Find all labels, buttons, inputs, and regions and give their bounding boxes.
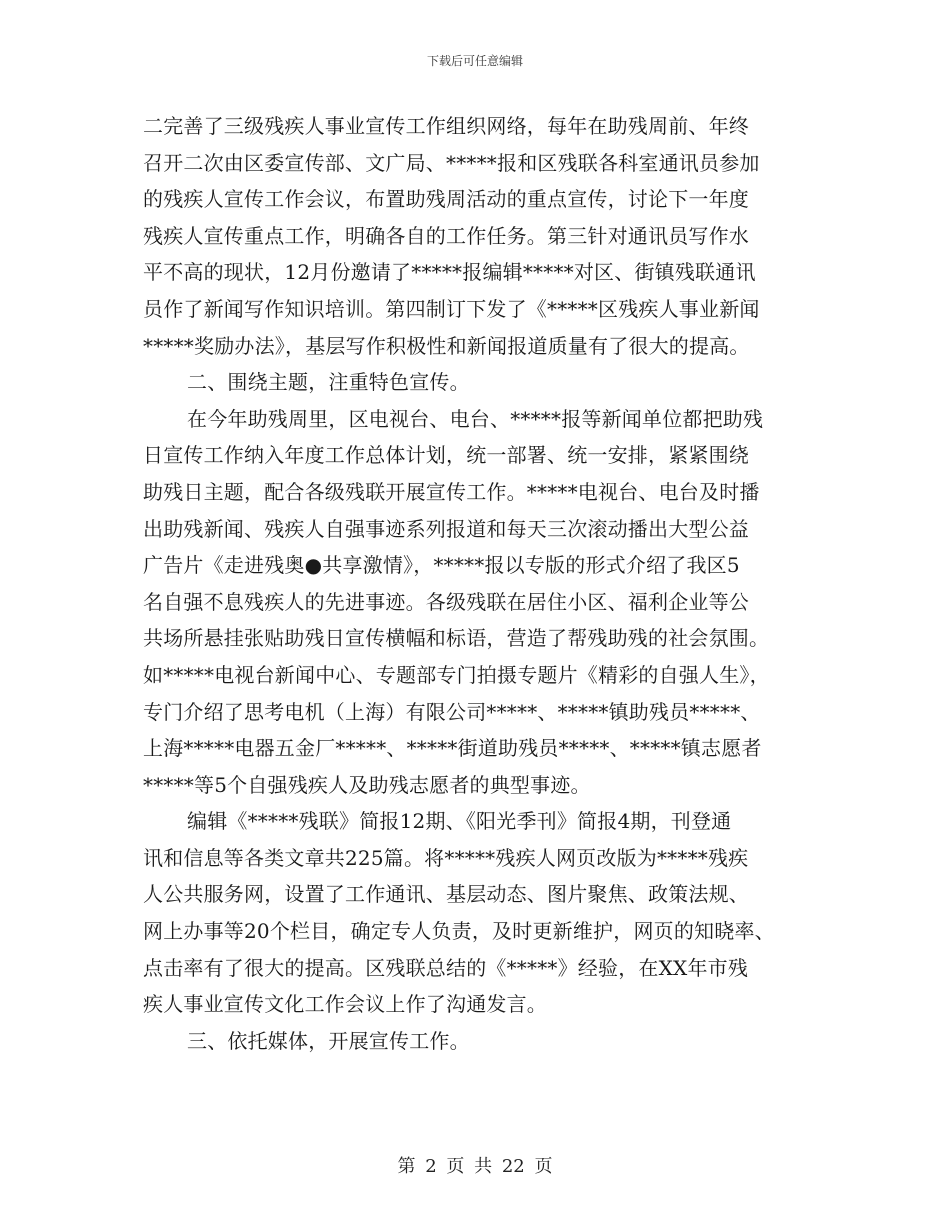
text-line: 员作了新闻写作知识培训。第四制订下发了《*****区残疾人事业新闻 [143,296,760,321]
text-line: 二完善了三级残疾人事业宣传工作组织网络，每年在助残周前、年终 [143,114,749,138]
page-footer: 第 2 页 共 22 页 [397,1156,553,1177]
text-line: *****等5个自强残疾人及助残志愿者的典型事迹。 [143,772,591,797]
text-line: 广告片《走进残奥●共享激情》，*****报以专版的形式介绍了我区5 [143,553,740,578]
text-line: 名自强不息残疾人的先进事迹。各级残联在居住小区、福利企业等公 [143,589,749,614]
text-line: 出助残新闻、残疾人自强事迹系列报道和每天三次滚动播出大型公益 [143,516,749,541]
text-line: 网上办事等20个栏目，确定专人负责，及时更新维护，网页的知晓率、 [143,919,775,944]
text-line: 的残疾人宣传工作会议，布置助残周活动的重点宣传，讨论下一年度 [143,187,749,212]
text-line: 如*****电视台新闻中心、专题部专门拍摄专题片《精彩的自强人生》， [143,662,770,687]
text-line: 平不高的现状，12月份邀请了*****报编辑*****对区、街镇残联通讯 [143,260,756,285]
text-line: 疾人事业宣传文化工作会议上作了沟通发言。 [143,992,547,1017]
text-line: 专门介绍了思考电机（上海）有限公司*****、*****镇助残员*****、 [143,699,761,724]
text-line: *****奖励办法》，基层写作积极性和新闻报道质量有了很大的提高。 [143,333,750,358]
text-line: 二、围绕主题，注重特色宣传。 [187,370,470,395]
text-line: 在今年助残周里，区电视台、电台、*****报等新闻单位都把助残 [187,406,764,431]
document-body [143,108,815,1059]
text-line: 召开二次由区委宣传部、文广局、*****报和区残联各科室通讯员参加 [143,150,760,175]
text-line: 共场所悬挂张贴助残日宣传横幅和标语，营造了帮残助残的社会氛围。 [143,626,770,651]
text-line: 讯和信息等各类文章共225篇。将*****残疾人网页改版为*****残疾 [143,845,749,870]
text-line: 人公共服务网，设置了工作通讯、基层动态、图片聚焦、政策法规、 [143,882,749,907]
page-header: 下载后可任意编辑 [426,54,523,68]
text-line: 上海*****电器五金厂*****、*****街道助残员*****、*****镇志愿者 [143,736,762,761]
text-line: 编辑《*****残联》简报12期、《阳光季刊》简报4期，刊登通 [187,809,732,834]
text-line: 助残日主题，配合各级残联开展宣传工作。*****电视台、电台及时播 [143,479,760,504]
text-line: 点击率有了很大的提高。区残联总结的《*****》经验，在XX年市残 [143,955,749,980]
text-line: 三、依托媒体，开展宣传工作。 [187,1028,470,1053]
text-line: 残疾人宣传重点工作，明确各自的工作任务。第三针对通讯员写作水 [143,223,749,248]
text-line: 日宣传工作纳入年度工作总体计划，统一部署、统一安排，紧紧围绕 [143,443,749,468]
